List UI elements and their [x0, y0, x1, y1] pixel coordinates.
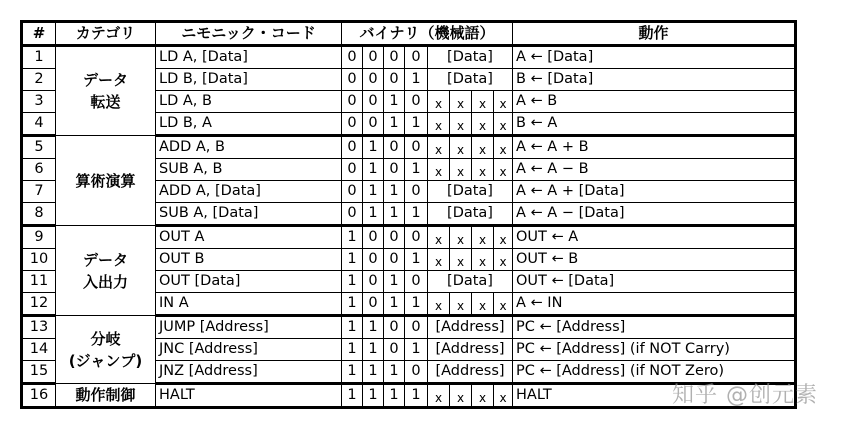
opcode-bit: 0: [384, 226, 405, 249]
row-number: 6: [22, 159, 56, 181]
header-mnemonic: ニモニック・コード: [156, 22, 342, 46]
opcode-bit: 1: [384, 384, 405, 408]
operand-cell: [Address]: [428, 361, 513, 384]
row-number: 13: [22, 316, 56, 339]
mnemonic-cell: SUB A, [Data]: [156, 203, 342, 226]
opcode-bit: 1: [342, 339, 363, 361]
opcode-bit: 0: [363, 226, 384, 249]
mnemonic-cell: LD A, [Data]: [156, 46, 342, 69]
opcode-bit: 0: [342, 113, 363, 136]
opcode-bit: 0: [363, 91, 384, 113]
opcode-bit: 1: [363, 181, 384, 203]
mnemonic-cell: JNC [Address]: [156, 339, 342, 361]
operation-cell: A ← A − [Data]: [513, 203, 796, 226]
opcode-bit: 1: [342, 316, 363, 339]
header-category: カテゴリ: [56, 22, 156, 46]
category-label: [56, 384, 156, 408]
opcode-bit: 1: [363, 159, 384, 181]
dont-care-bit: x: [428, 384, 450, 408]
category-label-line: 転送: [90, 93, 121, 111]
row-number: 4: [22, 113, 56, 136]
category-label-line: 算術演算: [75, 171, 136, 190]
opcode-bit: 0: [384, 69, 405, 91]
opcode-bit: 0: [384, 159, 405, 181]
mnemonic-cell: LD A, B: [156, 91, 342, 113]
dont-care-bit: x: [428, 91, 450, 113]
operation-cell: HALT: [513, 384, 796, 408]
dont-care-bit: x: [472, 384, 494, 408]
opcode-bit: 1: [363, 316, 384, 339]
opcode-bit: 1: [384, 203, 405, 226]
opcode-bit: 0: [405, 181, 428, 203]
category-label-line: 分岐: [90, 329, 121, 348]
mnemonic-cell: IN A: [156, 293, 342, 316]
table-row: [22, 226, 796, 249]
opcode-bit: 1: [384, 113, 405, 136]
opcode-bit: 1: [405, 113, 428, 136]
opcode-bit: 1: [342, 384, 363, 408]
operation-cell: A ← A + [Data]: [513, 181, 796, 203]
table-body: [22, 46, 796, 408]
operation-cell: A ← B: [513, 91, 796, 113]
opcode-bit: 0: [363, 293, 384, 316]
header-binary: バイナリ（機械語）: [342, 22, 513, 46]
operand-cell: [Data]: [428, 271, 513, 293]
opcode-bit: 0: [342, 69, 363, 91]
opcode-bit: 0: [363, 46, 384, 69]
opcode-bit: 0: [342, 181, 363, 203]
opcode-bit: 0: [342, 136, 363, 159]
table-row: [22, 46, 796, 69]
dont-care-bit: x: [450, 293, 472, 316]
mnemonic-cell: LD B, [Data]: [156, 69, 342, 91]
operation-cell: A ← A + B: [513, 136, 796, 159]
operation-cell: OUT ← [Data]: [513, 271, 796, 293]
dont-care-bit: x: [450, 249, 472, 271]
dont-care-bit: x: [428, 226, 450, 249]
opcode-bit: 0: [405, 91, 428, 113]
opcode-bit: 1: [405, 249, 428, 271]
dont-care-bit: x: [472, 226, 494, 249]
opcode-bit: 1: [363, 384, 384, 408]
opcode-bit: 0: [363, 271, 384, 293]
watermark: 知乎 @创元素: [672, 383, 818, 408]
row-number: 14: [22, 339, 56, 361]
operand-cell: [Data]: [428, 203, 513, 226]
mnemonic-cell: JNZ [Address]: [156, 361, 342, 384]
opcode-bit: 0: [384, 136, 405, 159]
dont-care-bit: x: [472, 113, 494, 136]
row-number: 16: [22, 384, 56, 408]
opcode-bit: 0: [405, 271, 428, 293]
category-label-line: データ: [82, 250, 128, 269]
operation-cell: B ← A: [513, 113, 796, 136]
opcode-bit: 1: [363, 339, 384, 361]
opcode-bit: 0: [363, 69, 384, 91]
opcode-bit: 1: [405, 69, 428, 91]
opcode-bit: 0: [384, 46, 405, 69]
opcode-bit: 1: [363, 203, 384, 226]
dont-care-bit: x: [472, 136, 494, 159]
dont-care-bit: x: [472, 249, 494, 271]
mnemonic-cell: ADD A, [Data]: [156, 181, 342, 203]
category-label: [56, 226, 156, 316]
opcode-bit: 1: [384, 361, 405, 384]
opcode-bit: 0: [384, 249, 405, 271]
operand-cell: [Data]: [428, 46, 513, 69]
header-operation: 動作: [513, 22, 796, 46]
mnemonic-cell: LD B, A: [156, 113, 342, 136]
dont-care-bit: x: [472, 159, 494, 181]
opcode-bit: 1: [405, 203, 428, 226]
opcode-bit: 0: [384, 316, 405, 339]
opcode-bit: 1: [342, 226, 363, 249]
dont-care-bit: x: [494, 91, 513, 113]
opcode-bit: 0: [363, 113, 384, 136]
dont-care-bit: x: [472, 293, 494, 316]
operand-cell: [Address]: [428, 339, 513, 361]
opcode-bit: 0: [342, 159, 363, 181]
dont-care-bit: x: [450, 384, 472, 408]
dont-care-bit: x: [428, 249, 450, 271]
mnemonic-cell: OUT B: [156, 249, 342, 271]
header-num: #: [22, 22, 56, 46]
mnemonic-cell: OUT [Data]: [156, 271, 342, 293]
opcode-bit: 1: [342, 249, 363, 271]
dont-care-bit: x: [428, 113, 450, 136]
operand-cell: [Data]: [428, 69, 513, 91]
mnemonic-cell: OUT A: [156, 226, 342, 249]
header-row: [22, 22, 796, 46]
table-row: [22, 316, 796, 339]
opcode-bit: 1: [384, 271, 405, 293]
dont-care-bit: x: [428, 293, 450, 316]
table-row: [22, 136, 796, 159]
mnemonic-cell: ADD A, B: [156, 136, 342, 159]
category-label-line: (ジャンプ): [68, 351, 143, 370]
operation-cell: B ← [Data]: [513, 69, 796, 91]
category-label-line: 動作制御: [75, 386, 136, 404]
row-number: 11: [22, 271, 56, 293]
opcode-bit: 1: [363, 136, 384, 159]
dont-care-bit: x: [450, 159, 472, 181]
dont-care-bit: x: [494, 113, 513, 136]
category-label: [56, 316, 156, 384]
operation-cell: PC ← [Address] (if NOT Zero): [513, 361, 796, 384]
row-number: 8: [22, 203, 56, 226]
dont-care-bit: x: [450, 136, 472, 159]
category-label: [56, 136, 156, 226]
opcode-bit: 1: [405, 159, 428, 181]
opcode-bit: 1: [405, 384, 428, 408]
dont-care-bit: x: [494, 226, 513, 249]
opcode-bit: 0: [405, 316, 428, 339]
opcode-bit: 1: [384, 181, 405, 203]
opcode-bit: 1: [384, 91, 405, 113]
opcode-bit: 1: [384, 293, 405, 316]
row-number: 7: [22, 181, 56, 203]
dont-care-bit: x: [450, 226, 472, 249]
dont-care-bit: x: [428, 136, 450, 159]
opcode-bit: 0: [405, 46, 428, 69]
operation-cell: PC ← [Address]: [513, 316, 796, 339]
opcode-bit: 0: [342, 203, 363, 226]
operation-cell: A ← [Data]: [513, 46, 796, 69]
dont-care-bit: x: [494, 159, 513, 181]
instruction-set-table: [20, 20, 797, 409]
operation-cell: OUT ← A: [513, 226, 796, 249]
row-number: 10: [22, 249, 56, 271]
opcode-bit: 0: [342, 91, 363, 113]
operation-cell: OUT ← B: [513, 249, 796, 271]
dont-care-bit: x: [494, 249, 513, 271]
row-number: 9: [22, 226, 56, 249]
category-label-line: データ: [82, 71, 128, 89]
opcode-bit: 1: [342, 271, 363, 293]
dont-care-bit: x: [494, 293, 513, 316]
opcode-bit: 0: [384, 339, 405, 361]
mnemonic-cell: SUB A, B: [156, 159, 342, 181]
row-number: 5: [22, 136, 56, 159]
opcode-bit: 0: [405, 136, 428, 159]
dont-care-bit: x: [450, 113, 472, 136]
operation-cell: A ← IN: [513, 293, 796, 316]
opcode-bit: 0: [363, 249, 384, 271]
opcode-bit: 1: [405, 339, 428, 361]
row-number: 2: [22, 69, 56, 91]
row-number: 12: [22, 293, 56, 316]
dont-care-bit: x: [494, 136, 513, 159]
mnemonic-cell: JUMP [Address]: [156, 316, 342, 339]
opcode-bit: 1: [342, 293, 363, 316]
operand-cell: [Data]: [428, 181, 513, 203]
category-label: [56, 46, 156, 136]
opcode-bit: 0: [342, 46, 363, 69]
opcode-bit: 0: [405, 226, 428, 249]
row-number: 1: [22, 46, 56, 69]
row-number: 15: [22, 361, 56, 384]
category-label-line: 入出力: [82, 272, 128, 291]
dont-care-bit: x: [494, 384, 513, 408]
dont-care-bit: x: [472, 91, 494, 113]
dont-care-bit: x: [428, 159, 450, 181]
operation-cell: PC ← [Address] (if NOT Carry): [513, 339, 796, 361]
mnemonic-cell: HALT: [156, 384, 342, 408]
opcode-bit: 0: [405, 361, 428, 384]
operation-cell: A ← A − B: [513, 159, 796, 181]
operand-cell: [Address]: [428, 316, 513, 339]
opcode-bit: 1: [405, 293, 428, 316]
opcode-bit: 1: [363, 361, 384, 384]
dont-care-bit: x: [450, 91, 472, 113]
opcode-bit: 1: [342, 361, 363, 384]
row-number: 3: [22, 91, 56, 113]
